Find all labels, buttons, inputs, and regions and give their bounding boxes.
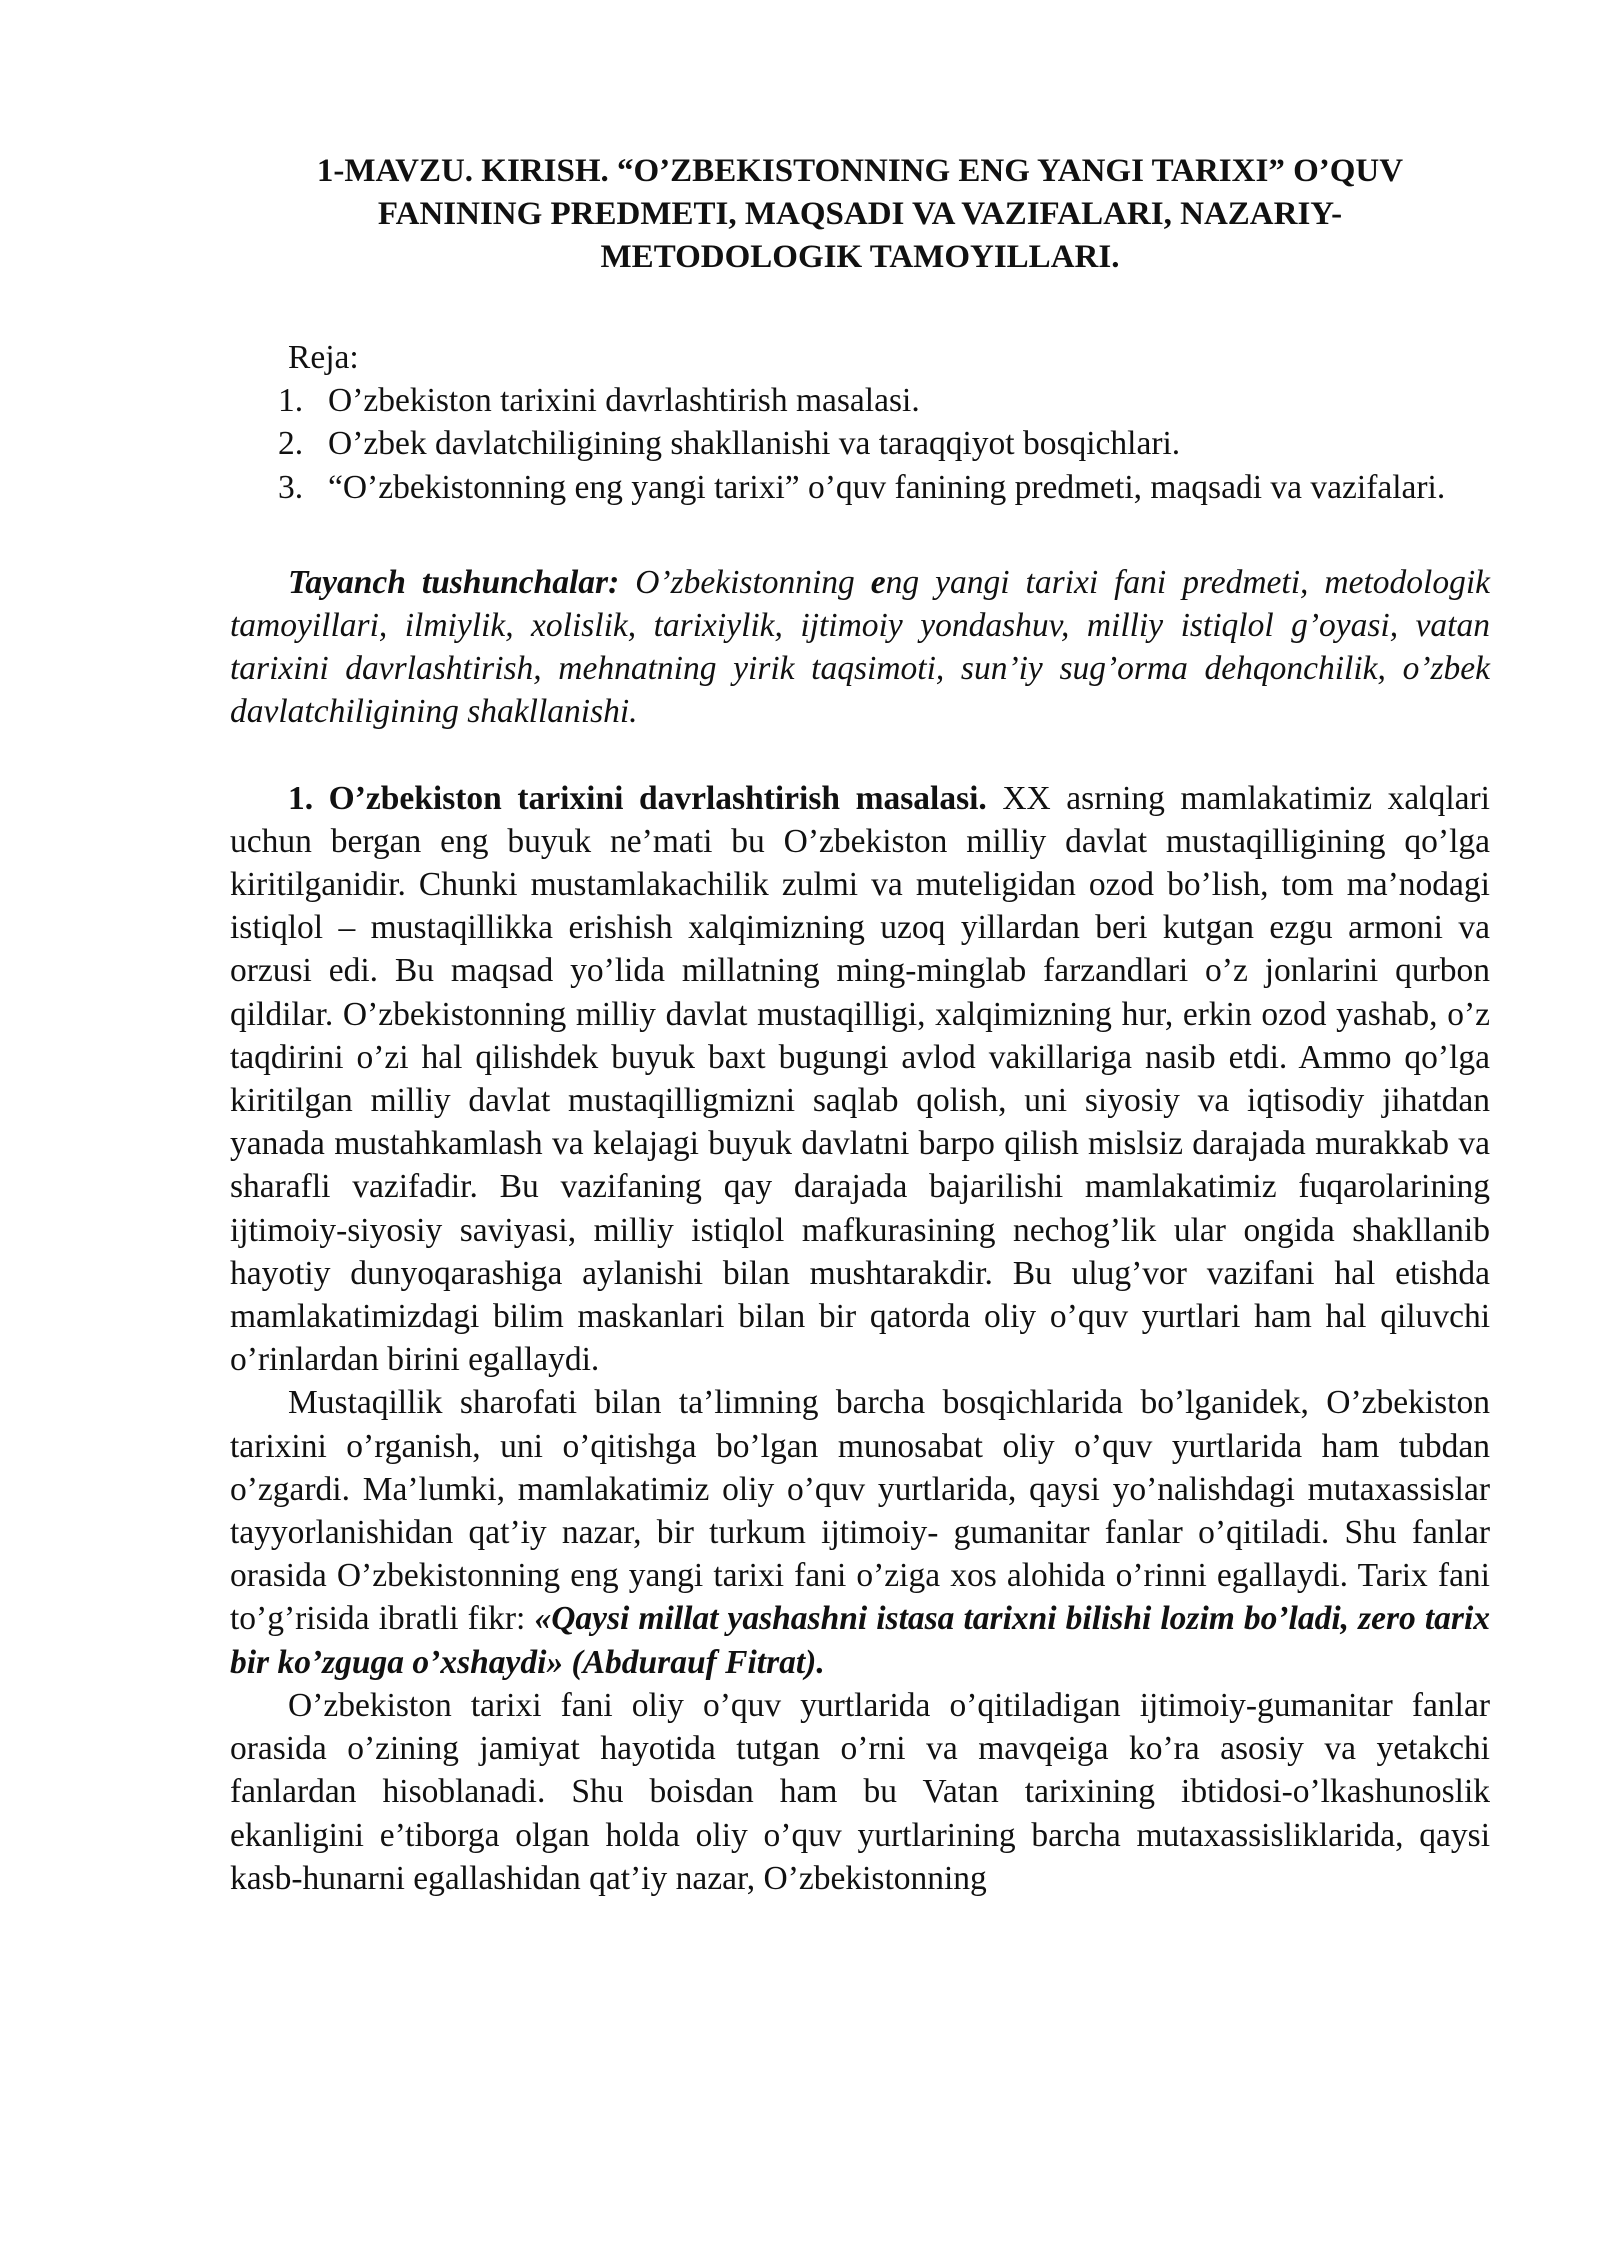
plan-item-text: O’zbek davlatchiligining shakllanishi va taraqqiyot bosqichlari.: [328, 425, 1181, 463]
plan-item: [230, 466, 1490, 509]
section1-paragraph-2: [230, 1381, 1490, 1683]
keywords-text-a: O’zbekistonning: [619, 563, 871, 601]
plan-item-text: “O’zbekistonning eng yangi tarixi” o’quv fanining predmeti, maqsadi va vazifalari.: [328, 468, 1446, 506]
keywords-paragraph: [230, 561, 1490, 734]
keywords-label: Tayanch tushunchalar:: [288, 563, 620, 601]
title-line-3: METODOLOGIK TAMOYILLARI.: [600, 239, 1120, 275]
section1-para1-text: XX asrning mamlakatimiz xalqlari uchun bergan eng buyuk ne’mati bu O’zbekiston milliy davlat mustaqilligining qo’lga kiritilganidir. Chunki mustamlakachilik zulmi va muteligidan ozod bo’lish, tom ma’nodagi istiqlol – mustaqillikka erishish xalqimizning uzoq yillardan beri kutgan ezgu armoni va orzusi edi. Bu maqsad yo’lida millatning ming-minglab farzandlari o’z jonlarini qurbon qildilar. O’zbekistonning milliy davlat mustaqilligi, xalqimizning hur, erkin ozod yashab, o’z taqdirini o’zi hal qilishdek buyuk baxt bugungi avlod vakillariga nasib etdi. Ammo qo’lga kiritilgan milliy davlat mustaqilligmizni saqlab qolish, uni siyosiy va iqtisodiy jihatdan yanada mustahkamlash va kelajagi buyuk davlatni barpo qilish mislsiz darajada murakkab va sharafli vazifadir. Bu vazifaning qay darajada bajarilishi mamlakatimiz fuqarolarining ijtimoiy-siyosiy saviyasi, milliy istiqlol mafkurasining nechog’lik ular ongida shakllanib hayotiy dunyoqarashiga aylanishi bilan mushtarakdir. Bu ulug’vor vazifani hal etishda mamlakatimizdagi bilim maskanlari bilan bir qatorda oliy o’quv yurtlari ham hal qiluvchi o’rinlardan birini egallaydi.: [230, 779, 1490, 1379]
section1-heading: 1. O’zbekiston tarixini davrlashtirish masalasi.: [288, 779, 987, 817]
plan-section: [230, 336, 1490, 509]
plan-label: Reja:: [288, 339, 359, 376]
section1-para3-text: O’zbekiston tarixi fani oliy o’quv yurtlarida o’qitiladigan ijtimoiy-gumanitar fanlar orasida o’zining jamiyat hayotida tutgan o’rni va mavqeiga ko’ra asosiy va yetakchi fanlardan hisoblanadi. Shu boisdan ham bu Vatan tarixining ibtidosi-o’lkashunoslik ekanligini e’tiborga olgan holda oliy o’quv yurtlarining barcha mutaxassisliklarida, qaysi kasb-hunarni egallashidan qat’iy nazar, O’zbekistonning: [230, 1686, 1490, 1897]
plan-item-number: 2.: [278, 425, 304, 463]
page-title: [230, 150, 1490, 279]
document-page: [230, 150, 1490, 1900]
title-line-1: 1-MAVZU. KIRISH. “O’ZBEKISTONNING ENG YANGI TARIXI” O’QUV: [316, 153, 1404, 189]
plan-item: [230, 379, 1490, 422]
plan-list: [230, 379, 1490, 509]
section1-para2-text: Mustaqillik sharofati bilan ta’limning barcha bosqichlarida bo’lganidek, O’zbekiston tarixini o’rganish, uni o’qitishga bo’lgan munosabat oliy o’quv yurtlarida ham tubdan o’zgardi. Ma’lumki, mamlakatimiz oliy o’quv yurtlarida, qaysi yo’nalishdagi mutaxassislar tayyorlanishidan qat’iy nazar, bir turkum ijtimoiy- gumanitar fanlar o’qitiladi. Shu fanlar orasida O’zbekistonning eng yangi tarixi fani o’ziga xos alohida o’rinni egallaydi. Tarix fani to’g’risida ibratli fikr:: [230, 1384, 1490, 1638]
plan-item-number: 1.: [278, 382, 304, 420]
fitrat-quote: «Qaysi millat yashashni istasa tarixni bilishi lozim bo’ladi, zero tarix bir ko’zguga o’xshaydi» (Abdurauf Fitrat).: [230, 1600, 1490, 1681]
keywords-text-b: ng yangi tarixi fani predmeti, metodologik tamoyillari, ilmiylik, xolislik, tarixiylik, ijtimoiy yondashuv, milliy istiqlol g’oyasi, vatan tarixini davrlashtirish, mehnatning yirik taqsimoti, sun’iy sug’orma dehqonchilik, o’zbek davlatchiligining shakllanishi.: [230, 563, 1490, 731]
plan-item: [230, 422, 1490, 465]
plan-item-number: 3.: [278, 468, 304, 506]
section1-paragraph-3: [230, 1684, 1490, 1900]
plan-item-text: O’zbekiston tarixini davrlashtirish masalasi.: [328, 382, 920, 420]
title-line-2: FANINING PREDMETI, MAQSADI VA VAZIFALARI, NAZARIY-: [377, 196, 1343, 232]
keywords-bold-letter: e: [870, 563, 886, 601]
section1-paragraph-1: [230, 777, 1490, 1382]
